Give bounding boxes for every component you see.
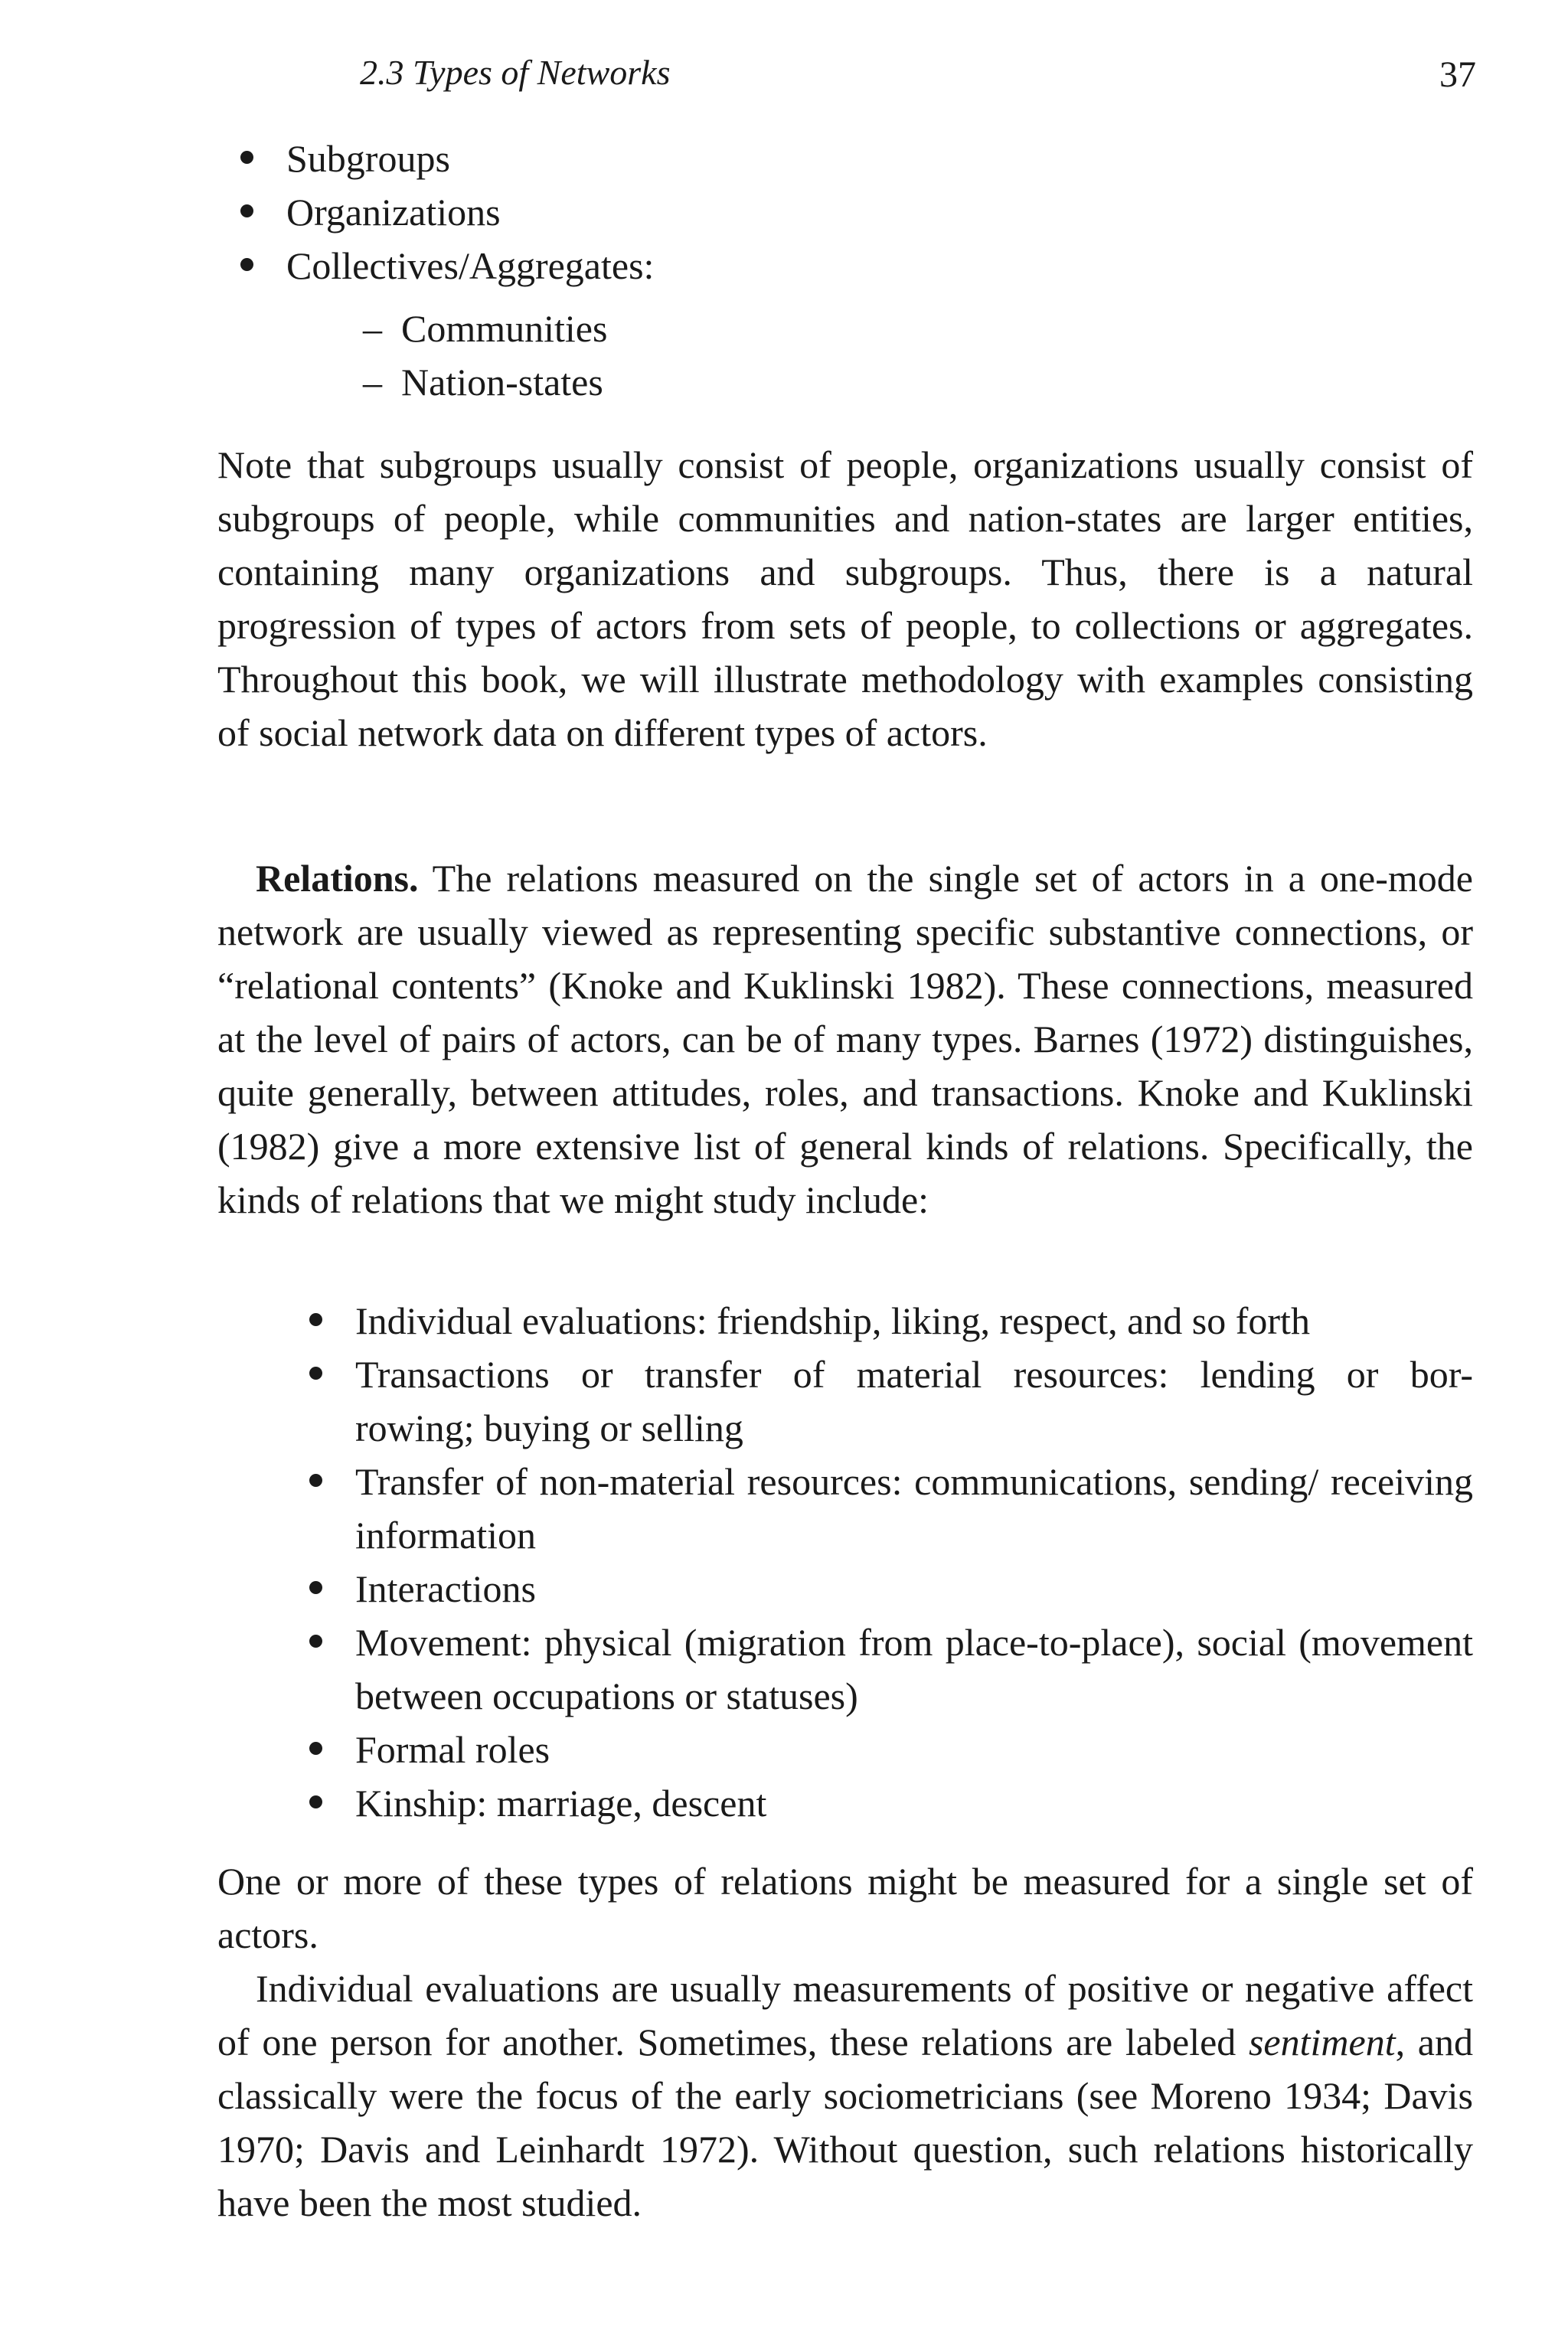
running-head: 2.3 Types of Networks bbox=[360, 53, 671, 92]
list-item-text: Transfer of non-material resources: communications, sending/ receiving information bbox=[355, 1460, 1473, 1557]
list-item bbox=[217, 239, 1473, 292]
list-item-text: Interactions bbox=[355, 1567, 537, 1610]
bullet-icon bbox=[309, 1474, 322, 1487]
list-item bbox=[286, 1616, 1473, 1723]
list-item bbox=[217, 185, 1473, 239]
paragraph-note: Note that subgroups usually consist of people, organizations usually consist of subgroups of people, while communities and nation-states are larger entities, containing many organizations and subgroups. Thus, there is a natural progression of types of actors from sets of people, to collections or aggregates. Throughout this book, we will illustrate methodology with examples consisting of social network data on different types of actors. bbox=[217, 443, 1473, 754]
actor-types-list bbox=[217, 132, 1473, 409]
bullet-icon bbox=[240, 204, 253, 217]
list-item bbox=[286, 1776, 1473, 1830]
dash-icon: – bbox=[363, 307, 382, 350]
bullet-icon bbox=[309, 1313, 322, 1326]
list-item-text: Individual evaluations: friendship, liking, respect, and so forth bbox=[355, 1299, 1310, 1342]
paragraph-one-or-more: One or more of these types of relations might be measured for a single set of actors. bbox=[217, 1860, 1473, 1956]
sub-list-item-text: Communities bbox=[401, 307, 608, 350]
individual-text-before: Individual evaluations are usually measurements of positive or negative affect of one person for another. Sometimes, these relations are labeled bbox=[217, 1967, 1473, 2063]
list-item-text: Formal roles bbox=[355, 1728, 550, 1771]
list-item bbox=[286, 1348, 1473, 1455]
section-heading-relations: Relations. bbox=[256, 857, 419, 900]
paragraph-individual-evaluations bbox=[217, 1962, 1473, 2230]
list-item bbox=[286, 1455, 1473, 1562]
italic-term-sentiment: sentiment bbox=[1248, 2021, 1396, 2063]
bullet-icon bbox=[309, 1795, 322, 1808]
list-item-text: Transactions or transfer of material resources: lending or bor- bbox=[355, 1353, 1473, 1396]
dash-icon: – bbox=[363, 361, 382, 403]
list-item-text-continued: rowing; buying or selling bbox=[355, 1407, 743, 1449]
page-number: 37 bbox=[1439, 54, 1476, 95]
individual-text-after: , and classically were the focus of the early sociometricians (see Moreno 1934; Davis 1970; Davis and Leinhardt 1972). Without question, such relations historically have been the most studied. bbox=[217, 2021, 1473, 2224]
list-item-text: Movement: physical (migration from place-to-place), social (movement between occupations or statuses) bbox=[355, 1621, 1473, 1717]
list-item-text: Collectives/Aggregates: bbox=[286, 244, 655, 287]
list-item-text: Subgroups bbox=[286, 137, 450, 180]
list-item bbox=[217, 132, 1473, 185]
list-item bbox=[286, 1294, 1473, 1348]
relations-text: The relations measured on the single set of actors in a one-mode network are usually viewed as representing specific substantive connections, or “relational contents” (Knoke and Kuklinski 1982). These connections, measured at the level of pairs of actors, can be of many types. Barnes (1972) distinguishes, quite generally, between attitudes, roles, and transactions. Knoke and Kuklinski (1982) give a more extensive list of general kinds of relations. Specifically, the kinds of relations that we might study include: bbox=[217, 857, 1473, 1221]
paragraph-relations bbox=[217, 851, 1473, 1227]
list-item-text: Kinship: marriage, descent bbox=[355, 1782, 767, 1825]
bullet-icon bbox=[240, 151, 253, 164]
bullet-icon bbox=[309, 1742, 322, 1755]
bullet-icon bbox=[240, 258, 253, 271]
bullet-icon bbox=[309, 1635, 322, 1648]
sub-list-item bbox=[217, 302, 1473, 355]
list-item bbox=[286, 1562, 1473, 1616]
relation-kinds-list bbox=[217, 1294, 1473, 1830]
list-item-text: Organizations bbox=[286, 191, 501, 234]
sub-list-item-text: Nation-states bbox=[401, 361, 603, 403]
sub-list-item bbox=[217, 355, 1473, 409]
bullet-icon bbox=[309, 1581, 322, 1594]
bullet-icon bbox=[309, 1367, 322, 1380]
list-item bbox=[286, 1723, 1473, 1776]
